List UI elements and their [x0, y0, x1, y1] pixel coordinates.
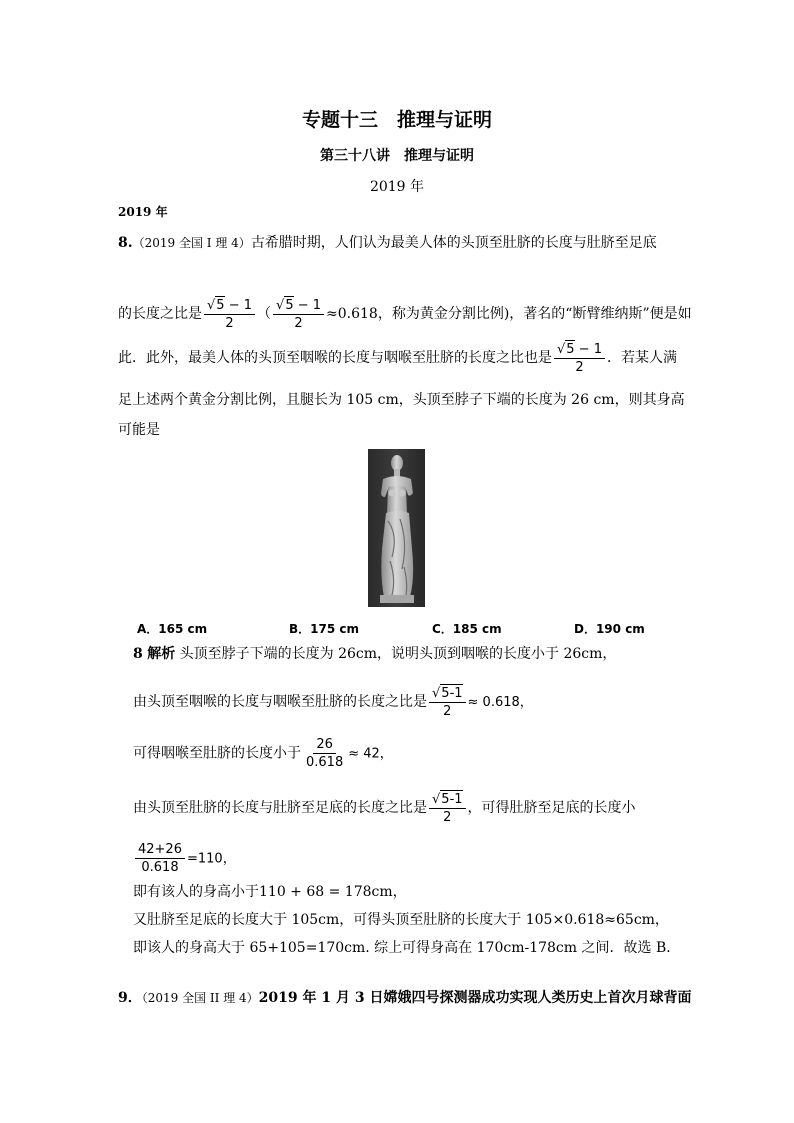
frac-denominator: 0.618 [306, 755, 344, 770]
frac-denominator: 0.618 [141, 860, 179, 875]
solution-line-2 [133, 684, 533, 720]
problem-source: （2019 全国 II 理 4） [141, 991, 259, 1005]
frac-minus: − 1 [293, 298, 322, 313]
problem-text: 此．此外，最美人体的头顶至咽喉的长度与咽喉至肚脐的长度之比也是 [118, 350, 552, 366]
problem-text: 古希腊时期，人们认为最美人体的头顶至肚脐的长度与肚脐至足底 [250, 235, 657, 251]
frac-denominator: 2 [575, 360, 584, 375]
page-title: 专题十三 推理与证明 [301, 109, 492, 131]
solution-line-8: 即该人的身高大于 65+105=170cm. 综上可得身高在 170cm-178cm 之间．故选 B． [133, 940, 681, 956]
year-heading: 2019 年 [369, 179, 425, 195]
frac-denominator: 2 [294, 316, 303, 331]
frac-minus: − 1 [574, 342, 603, 357]
sqrt-radicand: 5 [285, 298, 294, 313]
problem-8-line-1 [118, 233, 657, 253]
section-label: 2019 年 [118, 205, 168, 219]
ratio-fraction [303, 736, 346, 771]
solution-math: ≈ 0.618， [467, 695, 533, 710]
problem-8-line-4: 足上述两个黄金分割比例，且腿长为 105 cm，头顶至脖子下端的长度为 26 cm，则其身高 [118, 392, 685, 408]
option-d: D．190 cm [574, 622, 645, 636]
solution-text: 由头顶至肚脐的长度与肚脐至足底的长度之比是 [133, 800, 427, 816]
option-a: A．165 cm [137, 622, 208, 636]
frac-numerator: 42+26 [135, 841, 185, 859]
solution-label: 解析 [147, 646, 176, 662]
solution-line-3 [133, 736, 393, 771]
solution-line-1 [133, 644, 616, 664]
solution-text: 由头顶至咽喉的长度与咽喉至肚脐的长度之比是 [133, 694, 427, 710]
golden-ratio-fraction: $\frac{√5 - 1}{2}$ [204, 296, 255, 332]
problem-number: 8. [118, 235, 133, 251]
frac-denominator: 2 [443, 704, 452, 719]
solution-number: 8 [133, 646, 143, 662]
ratio-fraction: $\frac{√5-1}{2}$ [429, 684, 466, 720]
sqrt-radicand: 5-1 [441, 792, 463, 807]
problem-source: （2019 全国 I 理 4） [132, 236, 251, 250]
solution-text: ，可得肚脐至足底的长度小 [467, 800, 636, 816]
option-c: C．185 cm [432, 622, 502, 636]
solution-text: 可得咽喉至肚脐的长度小于 [133, 745, 301, 762]
sqrt-radicand: 5 [216, 298, 225, 313]
paren-open: （ [257, 306, 272, 322]
frac-denominator: 2 [225, 316, 234, 331]
solution-math: =110， [186, 851, 236, 867]
solution-line-7: 又肚脐至足底的长度大于 105cm，可得头顶至肚脐的长度大于 105×0.618≈65cm， [133, 912, 669, 928]
problem-text: 的长度之比是 [118, 306, 202, 322]
sqrt-radicand: 5-1 [441, 686, 463, 701]
solution-text: 头顶至脖子下端的长度为 26cm，说明头顶到咽喉的长度小于 26cm， [179, 646, 617, 662]
frac-denominator: 2 [443, 810, 452, 825]
problem-9-line-1 [118, 988, 692, 1008]
problem-text: 2019 年 1 月 3 日嫦娥四号探测器成功实现人类历史上首次月球背面 [258, 990, 692, 1006]
solution-math: ≈ 42， [348, 746, 393, 762]
ratio-fraction [135, 841, 185, 876]
problem-text: ≈0.618，称为黄金分割比例)，著名的“断臂维纳斯”便是如 [326, 306, 692, 322]
frac-minus: − 1 [224, 298, 253, 313]
problem-8-line-3 [118, 340, 677, 376]
golden-ratio-fraction: $\frac{√5 - 1}{2}$ [554, 340, 605, 376]
problem-number: 9． [118, 990, 142, 1006]
solution-line-4 [133, 790, 636, 826]
golden-ratio-fraction: $\frac{√5 - 1}{2}$ [273, 296, 324, 332]
problem-8-line-5: 可能是 [118, 422, 160, 438]
solution-line-5 [133, 841, 236, 876]
frac-numerator: 26 [313, 736, 336, 754]
solution-line-6: 即有该人的身高小于110 + 68 = 178cm， [133, 884, 407, 900]
sqrt-radicand: 5 [566, 342, 575, 357]
problem-text: ．若某人满 [607, 350, 678, 366]
lecture-subtitle: 第三十八讲 推理与证明 [320, 148, 474, 164]
venus-de-milo-image [368, 449, 425, 607]
option-b: B．175 cm [289, 622, 359, 636]
ratio-fraction: $\frac{√5-1}{2}$ [429, 790, 466, 826]
problem-8-line-2 [118, 296, 692, 332]
